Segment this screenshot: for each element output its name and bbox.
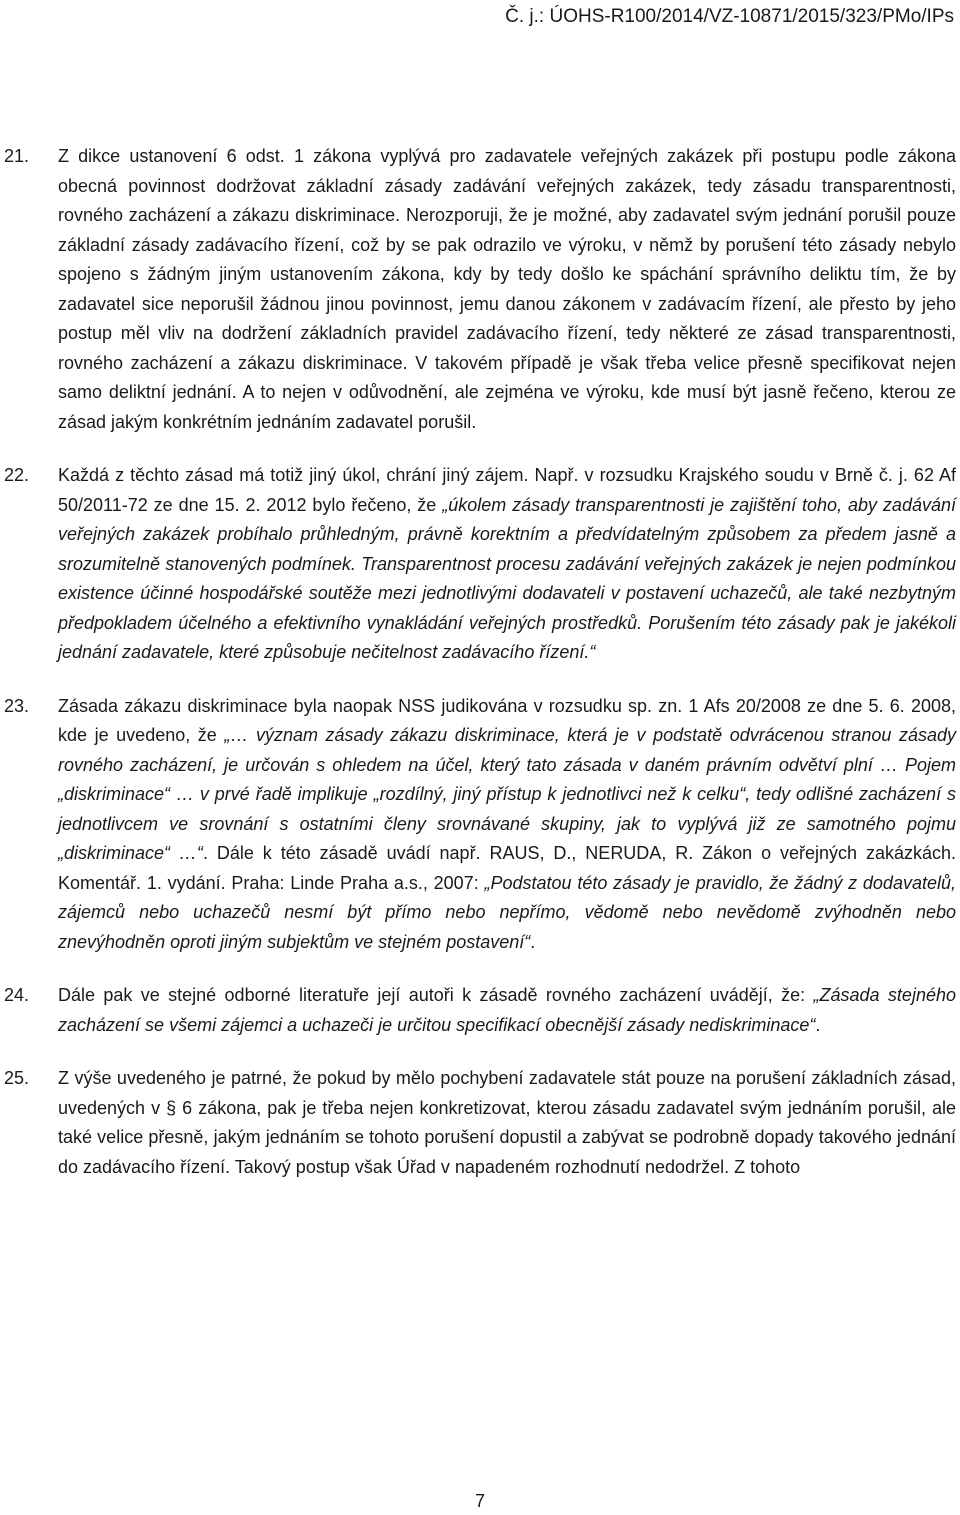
paragraph-text (58, 1064, 956, 1182)
paragraph-text-segment: Každá z těchto zásad má totiž jiný úkol, chrání jiný zájem. Např. v rozsudku Krajského soudu v Brně č. j. 62 Af 50/2011-72 ze dne 15. 2. 2012 bylo řečeno, že (58, 465, 956, 515)
paragraph-text-segment: Z výše uvedeného je patrné, že pokud by mělo pochybení zadavatele stát pouze na porušení základních zásad, uvedených v § 6 zákona, pak je třeba nejen konkretizovat, kterou zásadu zadavatel svým jednáním porušil, ale také velice přesně, jakým jednáním se tohoto porušení dopustil a zabývat se podrobně dopady takového jednání do zadávacího řízení. Takový postup však Úřad v napadeném rozhodnutí nedodržel. Z tohoto (58, 1068, 956, 1177)
literature-quotation: „Podstatou této zásady je pravidlo, že žádný z dodavatelů, zájemců nebo uchazečů nesmí být přímo nebo nepřímo, vědomě nebo nevědomě zvýhodněn nebo znevýhodněn oproti jiným subjektům ve stejném postavení“ (58, 872, 956, 952)
paragraph-21 (4, 142, 956, 437)
paragraph-text-segment: . (530, 931, 536, 952)
paragraph-text (58, 981, 956, 1040)
paragraph-text (58, 692, 956, 958)
paragraph-number: 21. (4, 146, 30, 166)
document-body (4, 142, 956, 1206)
paragraph-text (58, 461, 956, 668)
paragraph-text-segment: . (815, 1014, 821, 1035)
paragraph-24 (4, 981, 956, 1040)
court-quotation: „úkolem zásady transparentnosti je zajištění toho, aby zadávání veřejných zakázek probíhalo průhledným, právně korektním a předvídatelným způsobem za předem jasně a srozumitelně stanovených podmínek. Transparentnost procesu zadávání veřejných zakázek je nejen podmínkou existence účinné hospodářské soutěže mezi jednotlivými dodavateli v postavení uchazečů, ale také nezbytným předpokladem účelného a efektivního vynakládání veřejných prostředků. Porušením této zásady pak je jakékoli jednání zadavatele, které způsobuje nečitelnost zadávacího řízení.“ (58, 494, 956, 662)
document-reference-number: Č. j.: ÚOHS-R100/2014/VZ-10871/2015/323/PMo/IPs (505, 6, 954, 27)
paragraph-text-segment: Zásada zákazu diskriminace byla naopak NSS judikována v rozsudku sp. zn. 1 Afs 20/2008 ze dne 5. 6. 2008, kde je uvedeno, že (58, 695, 956, 745)
paragraph-number: 24. (4, 985, 30, 1005)
literature-quotation: „Zásada stejného zacházení se všemi zájemci a uchazeči je určitou specifikací obecnější zásady nediskriminace“ (58, 985, 956, 1035)
paragraph-22 (4, 461, 956, 668)
page-number: 7 (474, 1491, 485, 1511)
paragraph-23 (4, 692, 956, 958)
paragraph-25 (4, 1064, 956, 1182)
court-quotation: „… význam zásady zákazu diskriminace, která je v podstatě odvrácenou stranou zásady rovného zacházení, je určován s ohledem na účel, který tato zásada v daném právním odvětví plní … Pojem „diskriminace“ … v prvé řadě implikuje „rozdílný, jiný přístup k jednotlivci než k celku“, tedy odlišné zacházení s jednotlivcem ve srovnání s ostatními členy srovnávané skupiny, jak to vyplývá již ze samotného pojmu „diskriminace“ …“ (58, 725, 956, 863)
paragraph-text-segment: Z dikce ustanovení 6 odst. 1 zákona vyplývá pro zadavatele veřejných zakázek při postupu podle zákona obecná povinnost dodržovat základní zásady zadávání veřejných zakázek, tedy zásadu transparentnosti, rovného zacházení a zákazu diskriminace. Nerozporuji, že je možné, aby zadavatel svým jednání porušil pouze základní zásady zadávacího řízení, což by se pak odrazilo ve výroku, v němž by porušení této zásady nebylo spojeno s žádným jiným ustanovením zákona, kdy by tedy došlo ke spáchání správního deliktu tím, že by zadavatel sice neporušil žádnou jinou povinnost, jemu danou zákonem v zadávacím řízení, ale přesto by jeho postup měl vliv na dodržení základních pravidel zadávacího řízení, tedy některé ze zásad transparentnosti, rovného zacházení a zákazu diskriminace. V takovém případě je však třeba velice přesně specifikovat nejen samo deliktní jednání. A to nejen v odůvodnění, ale zejména ve výroku, kde musí být jasně řečeno, kterou ze zásad jakým konkrétním jednáním zadavatel porušil. (58, 146, 956, 432)
paragraph-text (58, 142, 956, 437)
paragraph-number: 22. (4, 465, 30, 485)
paragraph-text-segment: Dále pak ve stejné odborné literatuře její autoři k zásadě rovného zacházení uvádějí, že: (58, 985, 814, 1005)
paragraph-number: 23. (4, 695, 30, 716)
paragraph-number: 25. (4, 1068, 30, 1088)
paragraph-text-segment: . Dále k této zásadě uvádí např. RAUS, D., NERUDA, R. Zákon o veřejných zakázkách. Komentář. 1. vydání. Praha: Linde Praha a.s., 2007: (58, 843, 956, 893)
